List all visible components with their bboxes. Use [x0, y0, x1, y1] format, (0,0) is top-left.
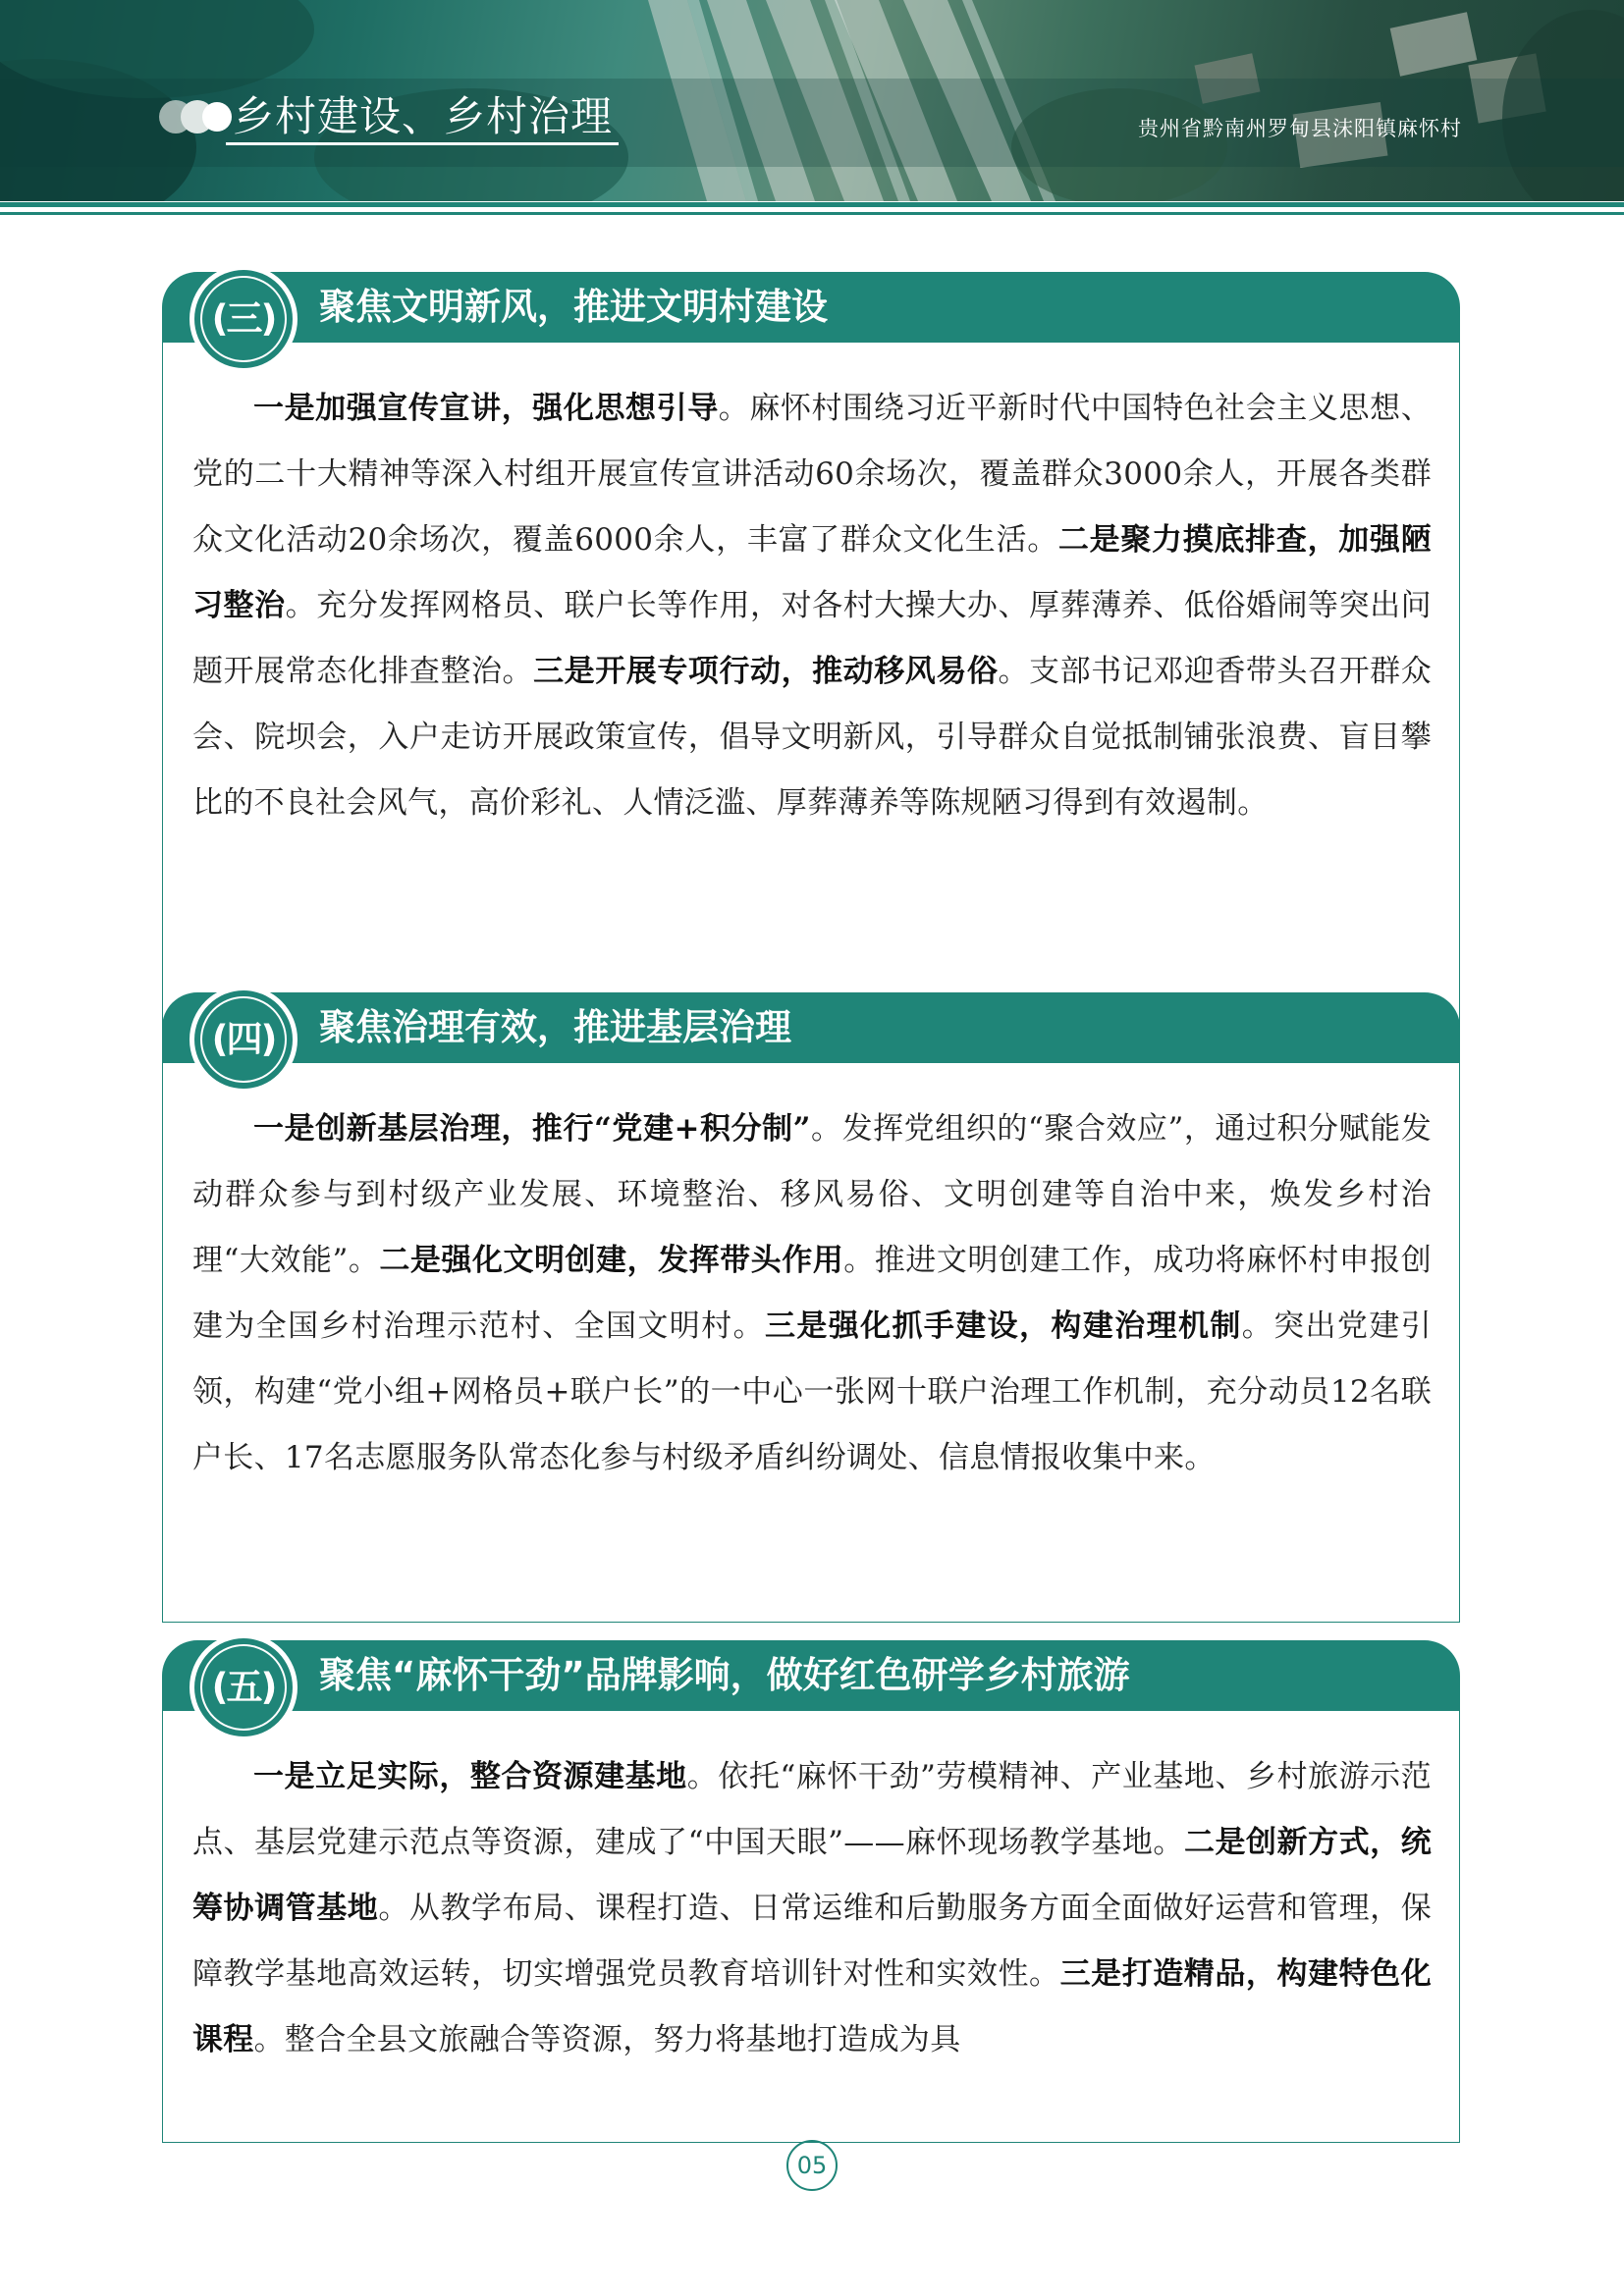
section-number: (五)	[211, 1666, 276, 1708]
header-banner	[0, 0, 1624, 201]
paragraph-text: 。整合全县文旅融合等资源，努力将基地打造成为具	[253, 2022, 961, 2057]
key-point-bold: 二是强化文明创建，发挥带头作用	[379, 1243, 844, 1278]
section-content-box	[162, 1046, 1460, 1623]
key-point-bold: 一是立足实际，整合资源建基地	[253, 1759, 687, 1794]
header-divider	[0, 202, 1624, 207]
paragraph-text: 。麻怀村围绕习近平新时代中国特色社会主义思想、党的二十大精神等深入村组开展宣传宣讲活动60余场次，覆盖群众3000余人，开展各类群众文化活动20余场次，覆盖6000余人，丰富了群众文化生活。	[192, 391, 1432, 558]
section-paragraph	[163, 1047, 1459, 1491]
key-point-bold: 二是聚力摸底排查，加强陋习整治	[192, 522, 1432, 623]
key-point-bold: 三是开展专项行动，推动移风易俗	[533, 654, 999, 689]
key-point-bold: 二是创新方式，统筹协调管基地	[192, 1825, 1432, 1926]
section-number-badge	[194, 990, 293, 1089]
section-header	[162, 272, 1460, 343]
key-point-bold: 三是强化抓手建设，构建治理机制	[764, 1308, 1242, 1344]
chapter-title: 乡村建设、乡村治理	[233, 92, 614, 140]
header-divider	[0, 212, 1624, 215]
paragraph-text: 。支部书记邓迎香带头召开群众会、院坝会，入户走访开展政策宣传，倡导文明新风，引导群众自觉抵制铺张浪费、盲目攀比的不良社会风气，高价彩礼、人情泛滥、厚葬薄养等陈规陋习得到有效遏制。	[192, 654, 1432, 821]
section-number-badge	[194, 270, 293, 368]
section-header	[162, 992, 1460, 1063]
section-paragraph	[163, 1695, 1459, 2073]
section-paragraph	[163, 327, 1459, 836]
section-title: 聚焦治理有效，推进基层治理	[319, 1006, 791, 1048]
section-content-box	[162, 1694, 1460, 2143]
decorative-dots	[159, 100, 238, 139]
key-point-bold: 一是加强宣传宣讲，强化思想引导	[253, 391, 719, 426]
section-header	[162, 1640, 1460, 1711]
paragraph-text: 。充分发挥网格员、联户长等作用，对各村大操大办、厚葬薄养、低俗婚闹等突出问题开展常态化排查整治。	[192, 588, 1432, 689]
key-point-bold: 一是创新基层治理，推行“党建+积分制”	[253, 1111, 811, 1147]
section-title: 聚焦文明新风，推进文明村建设	[319, 286, 828, 328]
paragraph-text: 。推进文明创建工作，成功将麻怀村申报创建为全国乡村治理示范村、全国文明村。	[192, 1243, 1432, 1344]
paragraph-text: 。突出党建引领，构建“党小组+网格员+联户长”的一中心一张网十联户治理工作机制，充分动员12名联户长、17名志愿服务队常态化参与村级矛盾纠纷调处、信息情报收集中来。	[192, 1308, 1432, 1475]
paragraph-text: 。发挥党组织的“聚合效应”，通过积分赋能发动群众参与到村级产业发展、环境整治、移风易俗、文明创建等自治中来，焕发乡村治理“大效能”。	[192, 1111, 1432, 1278]
paragraph-text: 。从教学布局、课程打造、日常运维和后勤服务方面全面做好运营和管理，保障教学基地高效运转，切实增强党员教育培训针对性和实效性。	[192, 1891, 1432, 1992]
chapter-title-underline	[226, 142, 619, 145]
section-number: (三)	[211, 297, 276, 340]
paragraph-text: 。依托“麻怀干劲”劳模精神、产业基地、乡村旅游示范点、基层党建示范点等资源，建成了“中国天眼”——麻怀现场教学基地。	[192, 1759, 1432, 1860]
key-point-bold: 三是打造精品，构建特色化课程	[192, 1956, 1432, 2057]
page-number: 05	[786, 2140, 838, 2191]
section-number: (四)	[211, 1018, 276, 1060]
dot-icon	[202, 102, 232, 132]
section-title: 聚焦“麻怀干劲”品牌影响，做好红色研学乡村旅游	[319, 1654, 1130, 1696]
section-number-badge	[194, 1638, 293, 1736]
location-label: 贵州省黔南州罗甸县沫阳镇麻怀村	[1138, 117, 1462, 140]
